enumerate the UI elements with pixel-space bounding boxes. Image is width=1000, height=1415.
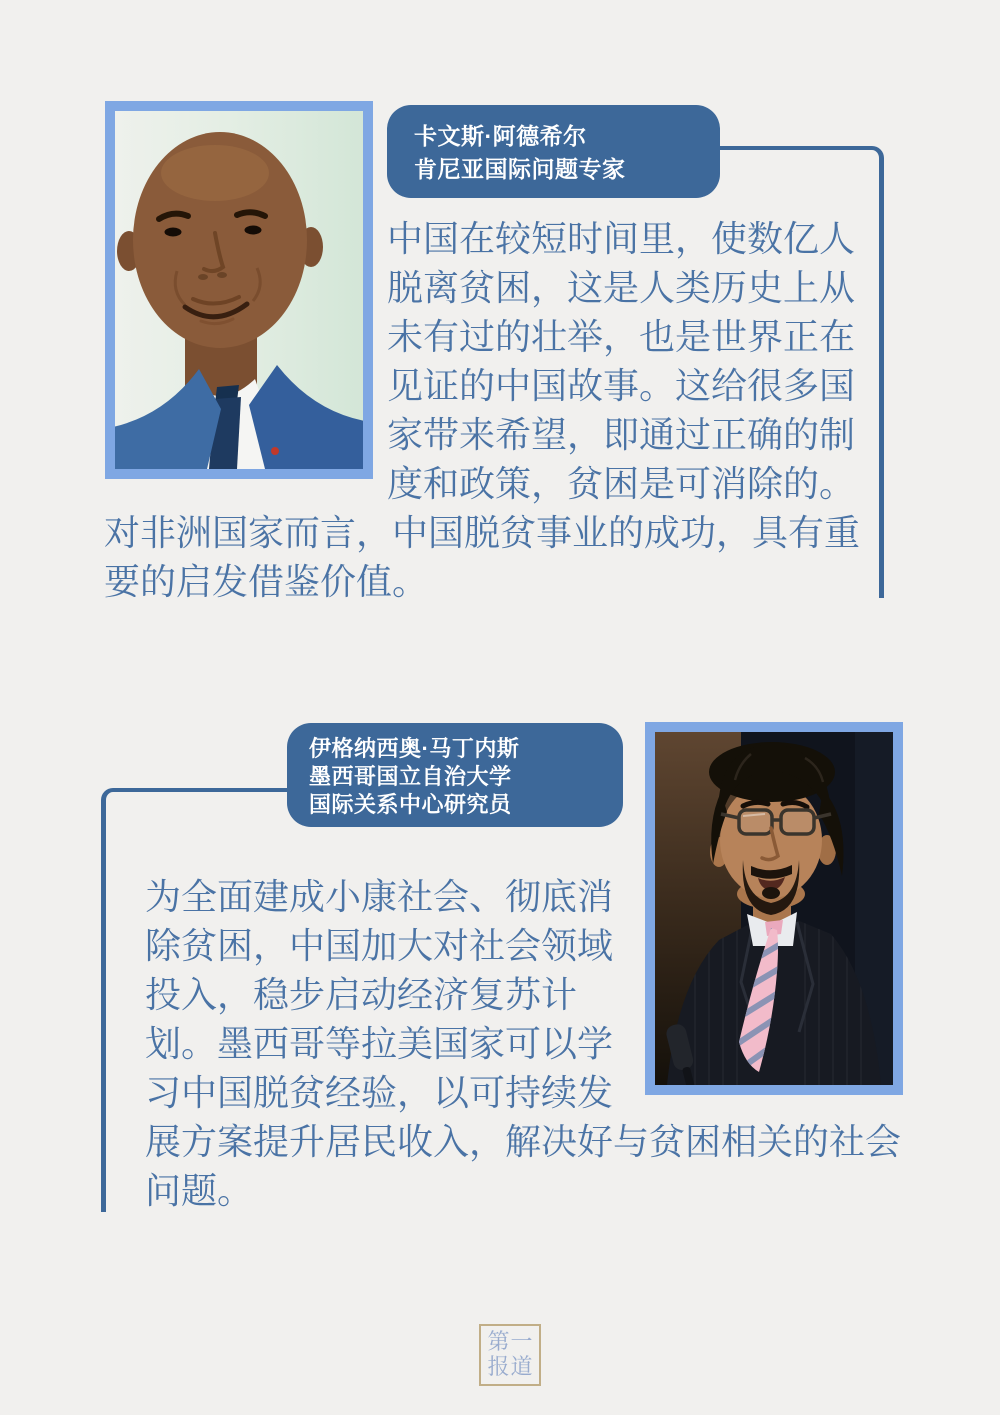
expert-2-org: 墨西哥国立自治大学 [309, 764, 512, 789]
logo-char: 一 [510, 1329, 533, 1355]
expert-1-quote-block [104, 196, 874, 607]
logo-char: 报 [487, 1354, 510, 1380]
logo-char: 道 [510, 1354, 533, 1380]
photo-wrap-spacer [620, 873, 915, 1113]
expert-2-name-badge [287, 723, 623, 827]
expert-2-quote-text: 为全面建成小康社会、彻底消除贫困，中国加大对社会领域投入，稳步启动经济复苏计划。墨西哥等拉美国家可以学习中国脱贫经验，以可持续发展方案提升居民收入，解决好与贫困相关的社会问题。 [145, 877, 902, 1212]
first-report-logo [479, 1324, 541, 1386]
expert-2-title: 国际关系中心研究员 [309, 792, 512, 817]
expert-1-name-badge [387, 105, 720, 198]
photo-wrap-spacer [104, 215, 387, 480]
expert-2-name: 伊格纳西奥·马丁内斯 [309, 736, 520, 761]
expert-1-quote-text: 中国在较短时间里，使数亿人脱离贫困，这是人类历史上从未有过的壮举，也是世界正在见证的中国故事。这给很多国家带来希望，即通过正确的制度和政策，贫困是可消除的。对非洲国家而言，中国脱贫事业的成功，具有重要的启发借鉴价值。 [104, 219, 861, 603]
expert-2-quote-block [145, 855, 915, 1216]
expert-1-name: 卡文斯·阿德希尔 [414, 123, 587, 149]
expert-1-title: 肯尼亚国际问题专家 [414, 156, 626, 182]
logo-char: 第 [487, 1329, 510, 1355]
